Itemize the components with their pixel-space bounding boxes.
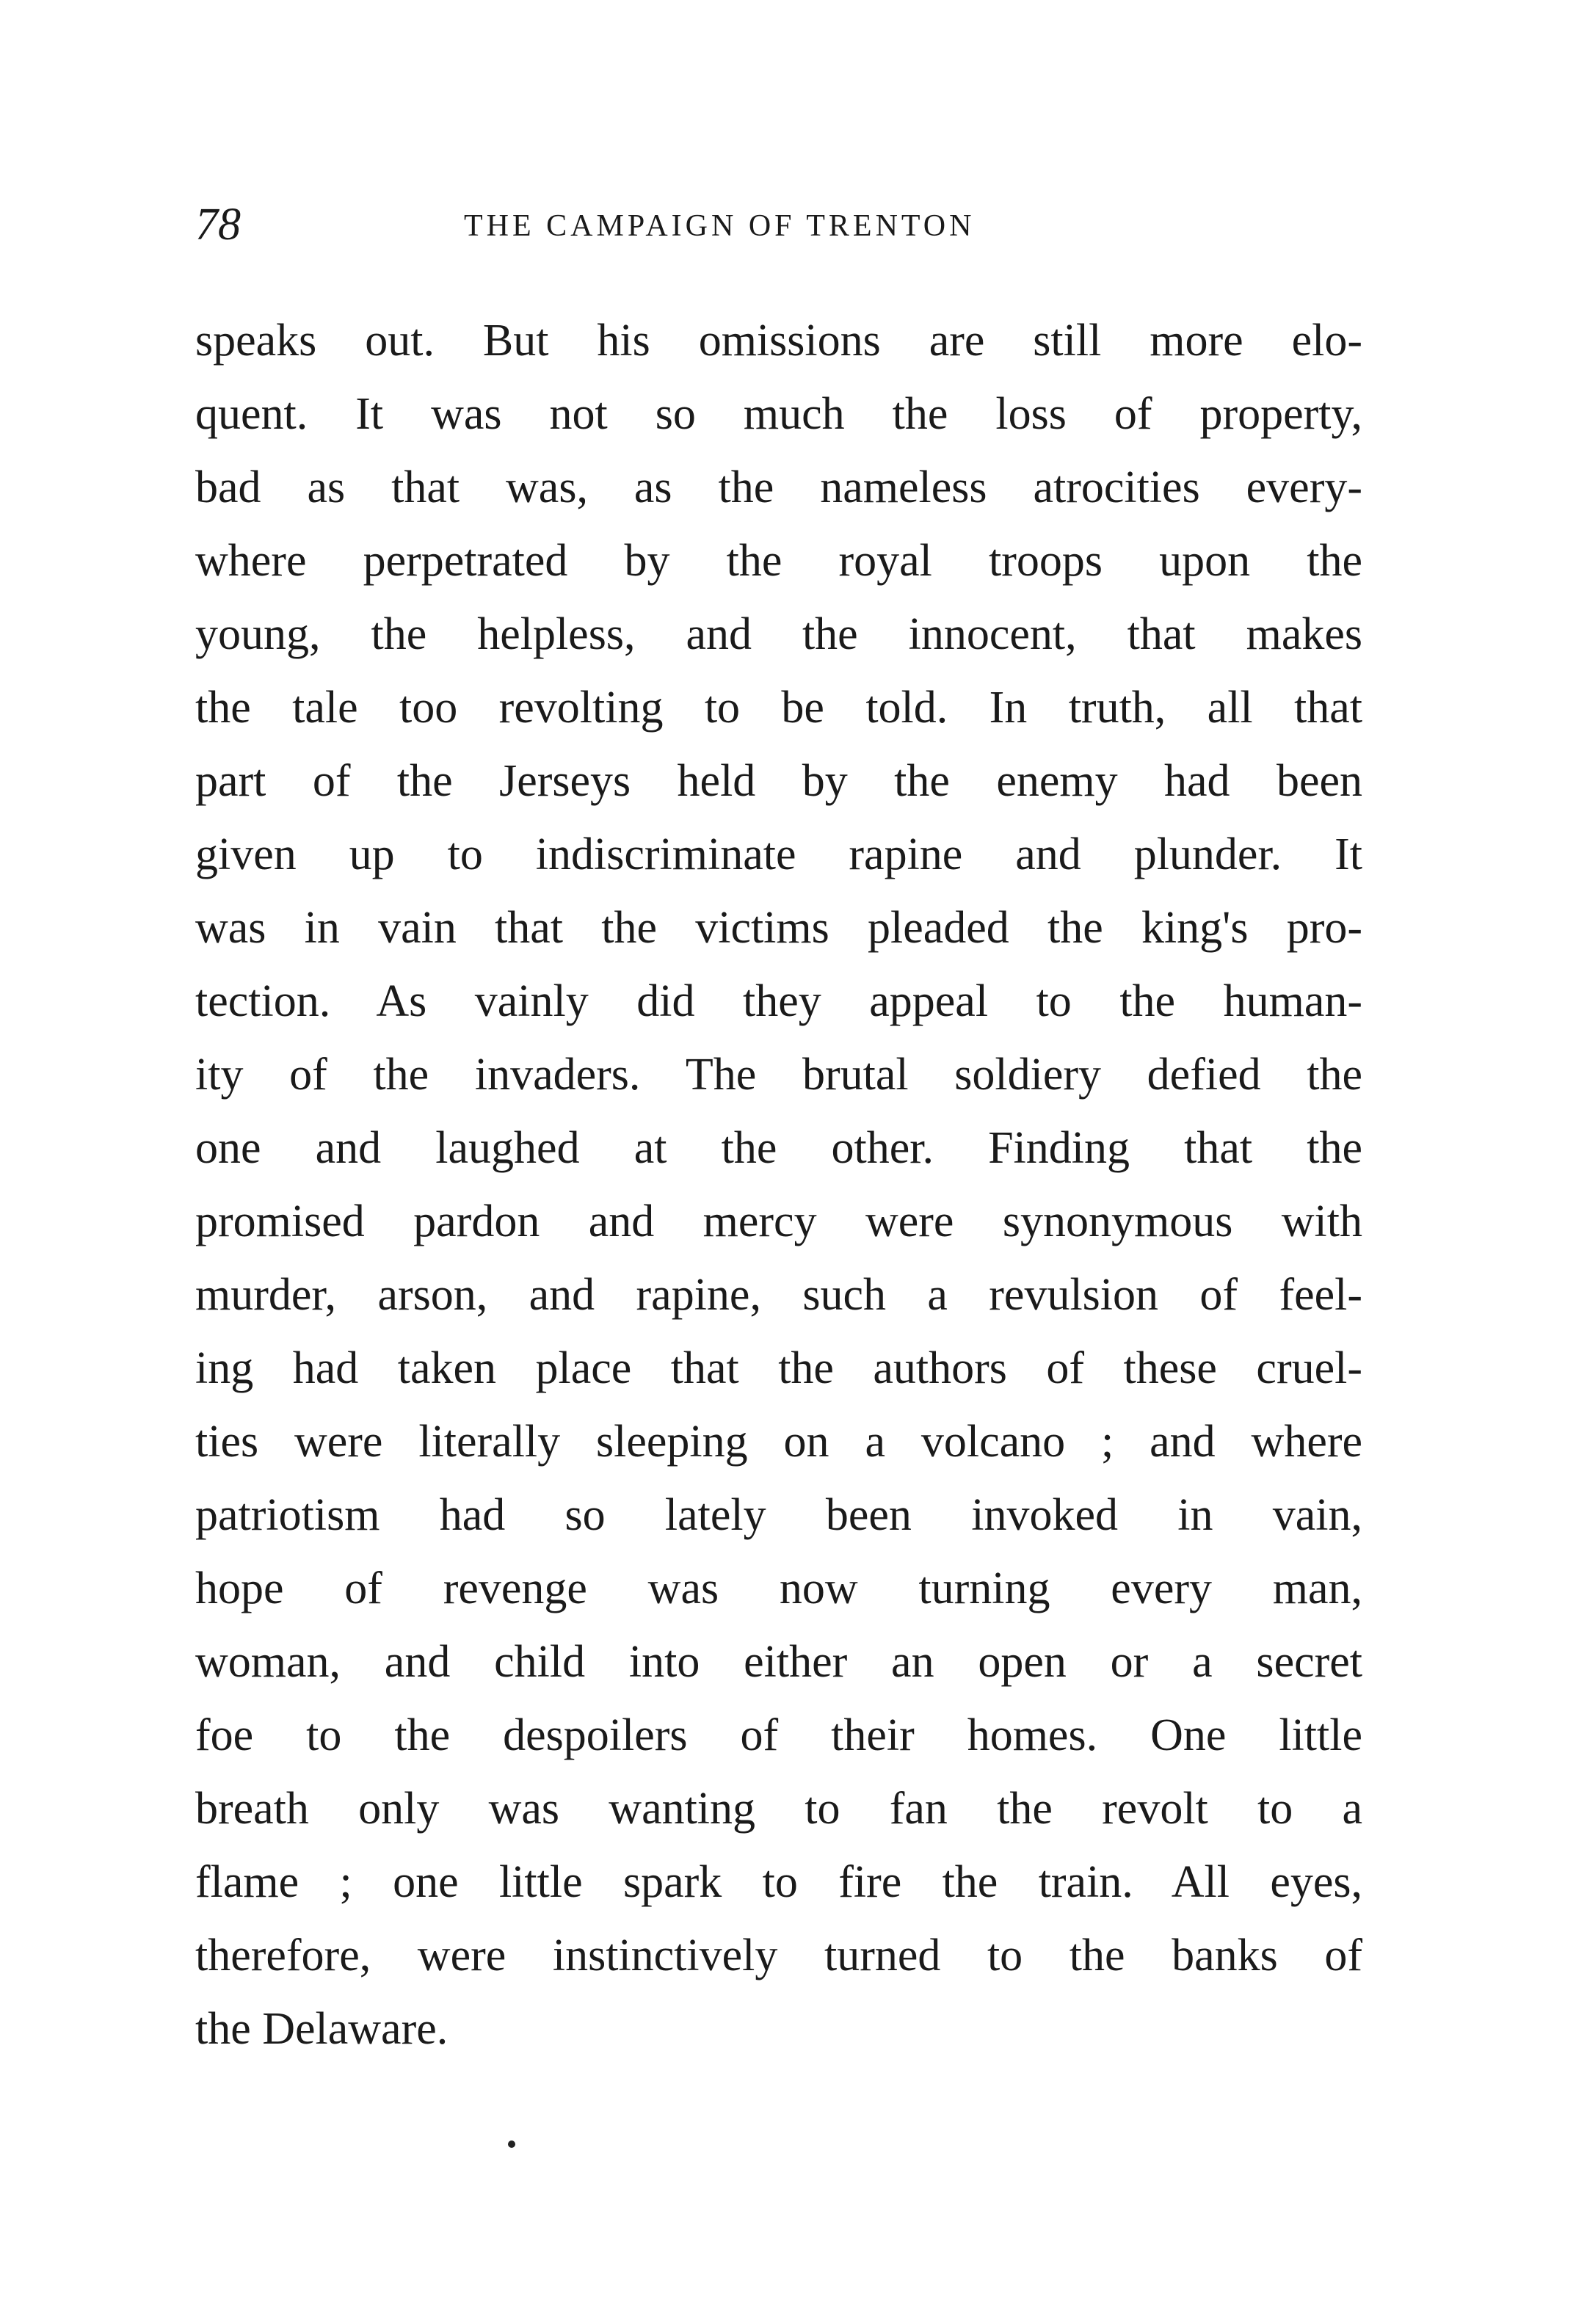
- text-line: therefore, were instinctively turned to the banks of: [195, 1931, 1362, 1980]
- text-line: patriotism had so lately been invoked in vain,: [195, 1490, 1362, 1540]
- printer-dot: [508, 2140, 515, 2148]
- page-number: 78: [195, 200, 241, 250]
- running-title: THE CAMPAIGN OF TRENTON: [464, 209, 976, 243]
- text-line: foe to the despoilers of their homes. One little: [195, 1710, 1362, 1760]
- text-line: flame ; one little spark to fire the train. All eyes,: [195, 1857, 1362, 1907]
- text-line: promised pardon and mercy were synonymous with: [195, 1197, 1362, 1246]
- text-line: speaks out. But his omissions are still more elo-: [195, 316, 1362, 366]
- running-head: [195, 195, 1362, 254]
- text-line: woman, and child into either an open or a secret: [195, 1637, 1362, 1687]
- text-line: quent. It was not so much the loss of property,: [195, 389, 1362, 439]
- text-line: ties were literally sleeping on a volcano ; and where: [195, 1417, 1362, 1467]
- body-text: [195, 304, 1362, 2066]
- text-line: the Delaware.: [195, 2004, 449, 2054]
- text-line: breath only was wanting to fan the revolt to a: [195, 1784, 1362, 1834]
- text-line: hope of revenge was now turning every man,: [195, 1564, 1362, 1613]
- text-line: murder, arson, and rapine, such a revulsion of feel-: [195, 1270, 1362, 1320]
- text-line: tection. As vainly did they appeal to the human-: [195, 976, 1362, 1026]
- text-line: one and laughed at the other. Finding that the: [195, 1123, 1362, 1173]
- text-line: ity of the invaders. The brutal soldiery defied the: [195, 1050, 1362, 1100]
- text-line: given up to indiscriminate rapine and plunder. It: [195, 829, 1362, 879]
- text-line: where perpetrated by the royal troops upon the: [195, 536, 1362, 586]
- text-line: the tale too revolting to be told. In truth, all that: [195, 683, 1362, 733]
- text-line: ing had taken place that the authors of these cruel-: [195, 1343, 1362, 1393]
- text-line: part of the Jerseys held by the enemy had been: [195, 756, 1362, 806]
- text-line: bad as that was, as the nameless atrocities every-: [195, 462, 1362, 512]
- text-line: young, the helpless, and the innocent, that makes: [195, 609, 1362, 659]
- text-line: was in vain that the victims pleaded the king's pro-: [195, 903, 1362, 953]
